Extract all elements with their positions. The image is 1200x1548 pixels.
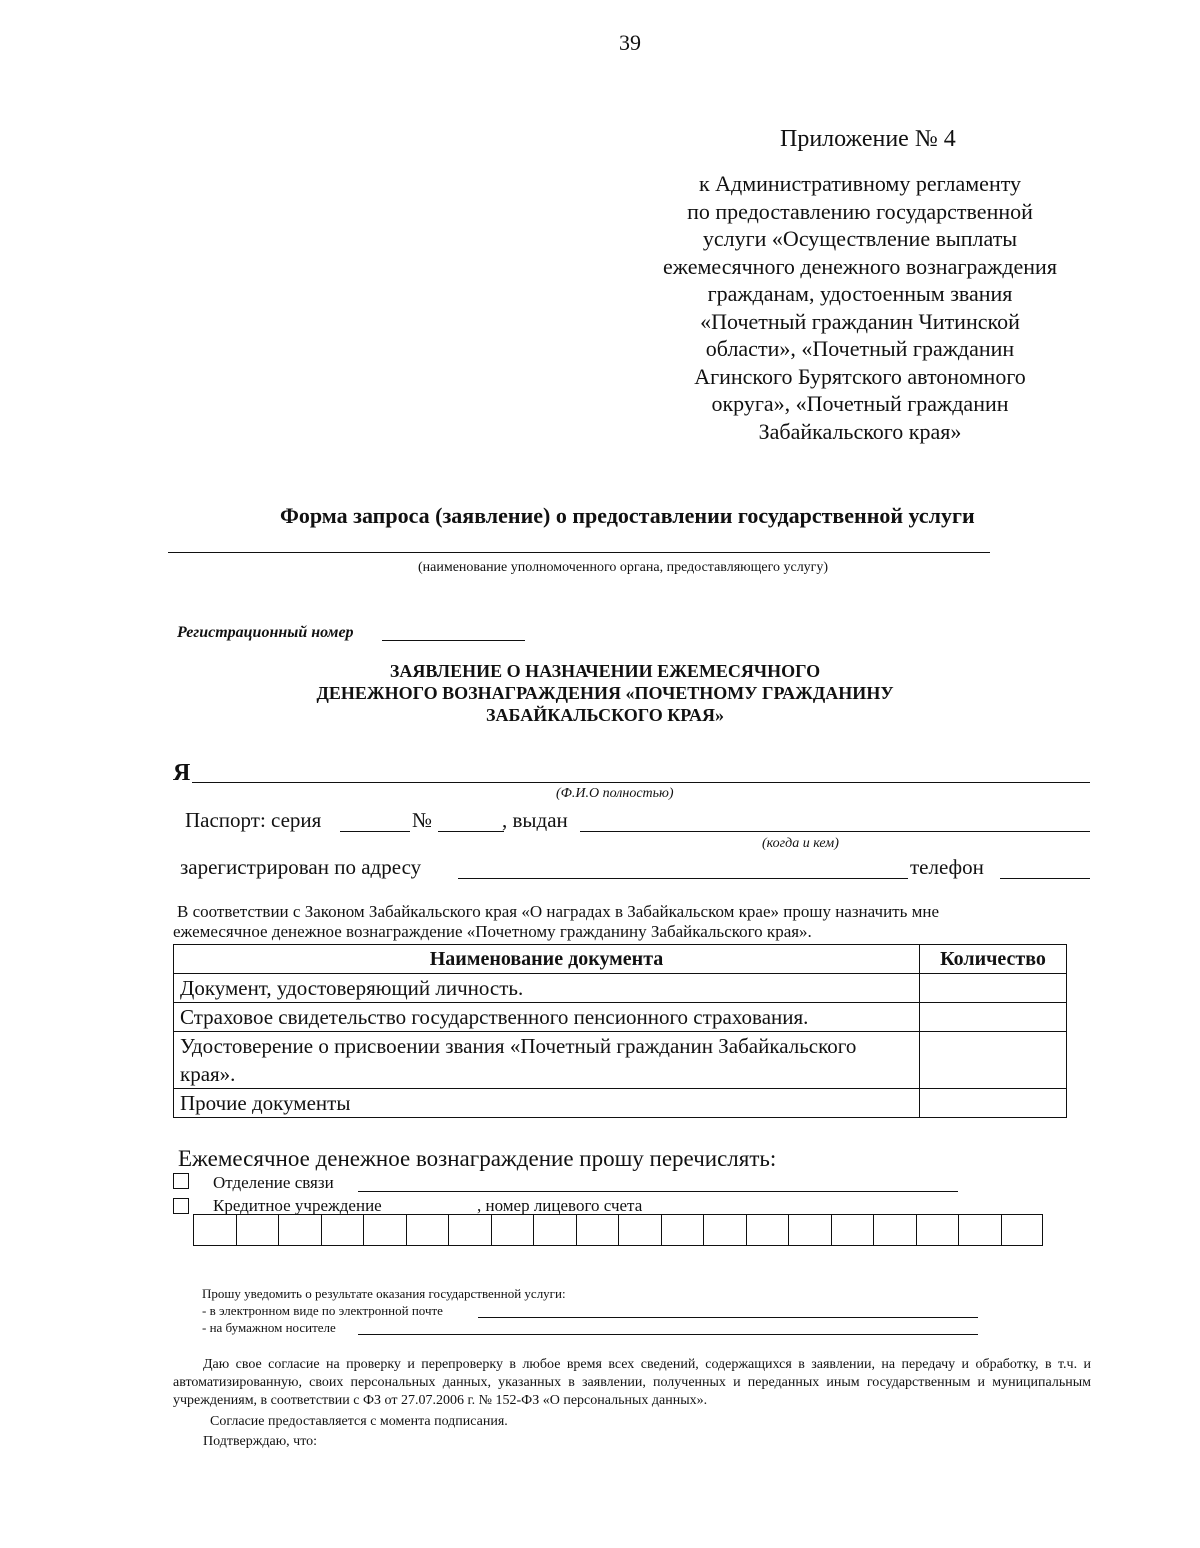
- table-row: [174, 1032, 1067, 1089]
- appendix-title: Приложение № 4: [780, 126, 956, 152]
- account-digit-box[interactable]: [831, 1214, 874, 1246]
- statement-title-line: ЗАЯВЛЕНИЕ О НАЗНАЧЕНИИ ЕЖЕМЕСЯЧНОГО: [389, 661, 821, 681]
- account-digit-box[interactable]: [873, 1214, 916, 1246]
- fio-caption: (Ф.И.О полностью): [556, 786, 674, 801]
- account-digit-box[interactable]: [363, 1214, 406, 1246]
- request-text-line: ежемесячное денежное вознаграждение «Почетному гражданину Забайкальского края».: [173, 922, 812, 941]
- fio-field[interactable]: [192, 782, 1090, 783]
- appendix-line: услуги «Осуществление выплаты: [702, 226, 1018, 251]
- account-digit-box[interactable]: [278, 1214, 321, 1246]
- notify-email-label: - в электронном виде по электронной почте: [202, 1303, 443, 1318]
- quantity-cell[interactable]: [920, 1003, 1067, 1032]
- account-digit-box[interactable]: [618, 1214, 661, 1246]
- table-row: [174, 1003, 1067, 1032]
- account-digit-box[interactable]: [661, 1214, 704, 1246]
- account-digit-box[interactable]: [916, 1214, 959, 1246]
- post-office-field[interactable]: [358, 1191, 958, 1192]
- appendix-subtitle: [640, 170, 1080, 445]
- page-number: 39: [619, 30, 641, 55]
- table-header-row: [174, 945, 1067, 974]
- appendix-line: по предоставлению государственной: [687, 198, 1033, 224]
- issued-label: , выдан: [502, 808, 568, 832]
- account-digit-box[interactable]: [406, 1214, 449, 1246]
- table-row: [174, 1089, 1067, 1118]
- appendix-line: гражданам, удостоенным звания: [707, 281, 1013, 306]
- column-header-document: Наименование документа: [174, 945, 920, 974]
- org-name-field[interactable]: [168, 552, 990, 553]
- request-text-line: В соответствии с Законом Забайкальского края «О наградах в Забайкальском крае» прошу назначить мне: [177, 902, 939, 921]
- bank-checkbox[interactable]: [173, 1198, 189, 1214]
- reg-number-field[interactable]: [382, 640, 525, 641]
- account-digit-box[interactable]: [193, 1214, 236, 1246]
- phone-label: телефон: [910, 855, 984, 879]
- documents-table: [173, 944, 1067, 1118]
- account-number-boxes[interactable]: [193, 1214, 1043, 1246]
- appendix-line: Забайкальского края»: [758, 418, 962, 444]
- account-digit-box[interactable]: [746, 1214, 789, 1246]
- phone-field[interactable]: [1000, 878, 1090, 879]
- appendix-line: «Почетный гражданин Читинской: [700, 308, 1020, 334]
- account-digit-box[interactable]: [236, 1214, 279, 1246]
- notify-email-field[interactable]: [478, 1317, 978, 1318]
- account-digit-box[interactable]: [788, 1214, 831, 1246]
- address-field[interactable]: [458, 878, 908, 879]
- statement-title-line: ЗАБАЙКАЛЬСКОГО КРАЯ»: [486, 705, 724, 725]
- account-digit-box[interactable]: [448, 1214, 491, 1246]
- form-heading: Форма запроса (заявление) о предоставлении государственной услуги: [280, 503, 975, 528]
- consent-valid-from: Согласие предоставляется с момента подписания.: [210, 1414, 508, 1429]
- account-label: , номер лицевого счета: [477, 1196, 643, 1215]
- quantity-cell[interactable]: [920, 1032, 1067, 1089]
- post-office-label: Отделение связи: [213, 1173, 334, 1192]
- account-digit-box[interactable]: [1001, 1214, 1044, 1246]
- appendix-line: ежемесячного денежного вознаграждения: [663, 253, 1057, 279]
- statement-title-line: ДЕНЕЖНОГО ВОЗНАГРАЖДЕНИЯ «ПОЧЕТНОМУ ГРАЖДАНИНУ: [316, 683, 894, 703]
- appendix-line: области», «Почетный гражданин: [705, 336, 1015, 361]
- quantity-cell[interactable]: [920, 1089, 1067, 1118]
- appendix-line: Агинского Бурятского автономного: [694, 363, 1026, 389]
- org-name-caption: (наименование уполномоченного органа, предоставляющего услугу): [418, 560, 829, 575]
- consent-text: Даю свое согласие на проверку и перепроверку в любое время всех сведений, содержащихся в заявлении, на передачу и обработку, в т.ч. и автоматизированную, своих персональных данных, указанных в заявлении, полученных и переданных иным государственным и муниципальным учреждениям, в соответствии с ФЗ от 27.07.2006 г. № 152-ФЗ «О персональных данных».: [173, 1357, 1091, 1408]
- reg-number-label: Регистрационный номер: [177, 624, 354, 641]
- appendix-line: округа», «Почетный гражданин: [711, 391, 1009, 416]
- passport-label: Паспорт: серия: [185, 808, 322, 832]
- notify-heading: Прошу уведомить о результате оказания государственной услуги:: [202, 1286, 566, 1301]
- issued-caption: (когда и кем): [762, 836, 839, 851]
- address-label: зарегистрирован по адресу: [180, 855, 422, 879]
- table-row: [174, 974, 1067, 1003]
- column-header-quantity: Количество: [920, 945, 1067, 974]
- document-name-cell: Удостоверение о присвоении звания «Почетный гражданин Забайкальского края».: [174, 1032, 920, 1089]
- post-office-checkbox[interactable]: [173, 1173, 189, 1189]
- passport-series-field[interactable]: [340, 831, 410, 832]
- passport-number-label: №: [412, 808, 433, 832]
- ya-label: Я: [173, 760, 191, 786]
- account-digit-box[interactable]: [958, 1214, 1001, 1246]
- appendix-line: к Административному регламенту: [698, 171, 1022, 196]
- document-name-cell: Страховое свидетельство государственного пенсионного страхования.: [174, 1003, 920, 1032]
- payment-heading: Ежемесячное денежное вознаграждение прошу перечислять:: [178, 1146, 777, 1171]
- statement-title: [200, 660, 1010, 726]
- bank-label: Кредитное учреждение: [213, 1196, 382, 1215]
- document-name-cell: Прочие документы: [174, 1089, 920, 1118]
- quantity-cell[interactable]: [920, 974, 1067, 1003]
- account-digit-box[interactable]: [576, 1214, 619, 1246]
- confirm-label: Подтверждаю, что:: [203, 1434, 318, 1449]
- notify-paper-label: - на бумажном носителе: [202, 1320, 336, 1335]
- notify-paper-field[interactable]: [358, 1334, 978, 1335]
- account-digit-box[interactable]: [703, 1214, 746, 1246]
- passport-number-field[interactable]: [438, 831, 504, 832]
- issued-field[interactable]: [580, 831, 1090, 832]
- account-digit-box[interactable]: [491, 1214, 534, 1246]
- account-digit-box[interactable]: [321, 1214, 364, 1246]
- document-name-cell: Документ, удостоверяющий личность.: [174, 974, 920, 1003]
- account-digit-box[interactable]: [533, 1214, 576, 1246]
